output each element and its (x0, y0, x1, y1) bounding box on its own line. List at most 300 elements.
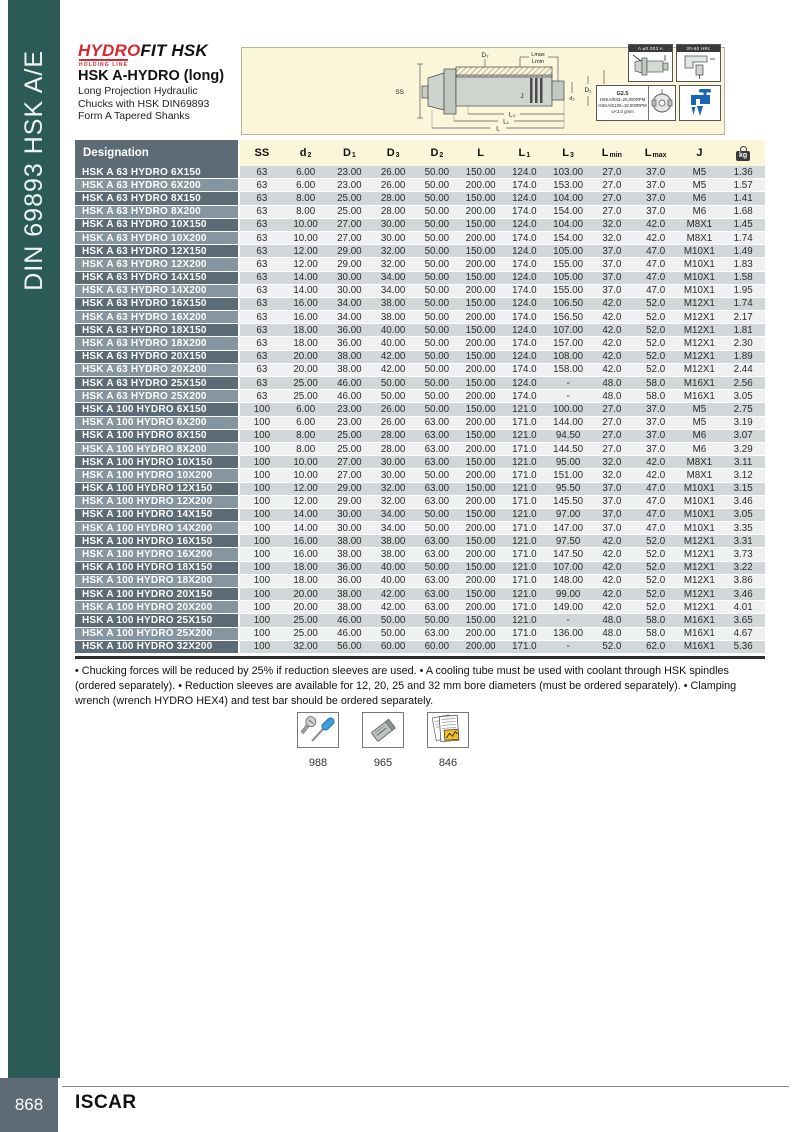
data-cell: 32.00 (284, 641, 328, 654)
data-cell: 12.00 (284, 483, 328, 496)
data-cell: 63 (240, 337, 284, 350)
data-cell: M12X1 (678, 298, 722, 311)
accessory-image-box (362, 712, 404, 748)
data-cell: 42.0 (590, 324, 634, 337)
description-line: Long Projection Hydraulic (78, 85, 198, 97)
column-header: D 3 (386, 147, 400, 159)
data-cell: 47.0 (634, 496, 678, 509)
data-cell: 34.00 (328, 298, 372, 311)
data-cell: 50.00 (415, 311, 459, 324)
data-cell: 100 (240, 456, 284, 469)
data-cell: 36.00 (328, 562, 372, 575)
data-cell: 174.0 (503, 285, 547, 298)
data-cell: 105.00 (546, 245, 590, 258)
data-cell: 40.00 (371, 337, 415, 350)
data-cell: 144.00 (546, 417, 590, 430)
accessory-image-box (427, 712, 469, 748)
data-cell: 100 (240, 522, 284, 535)
data-cell: 37.0 (634, 403, 678, 416)
data-cell: 50.00 (415, 469, 459, 482)
data-cell: 18.00 (284, 562, 328, 575)
designation-cell: HSK A 100 HYDRO 18X150 (75, 562, 240, 575)
data-cell: M10X1 (678, 285, 722, 298)
data-cell: 150.00 (459, 562, 503, 575)
data-cell: 174.0 (503, 311, 547, 324)
data-cell: 14.00 (284, 285, 328, 298)
data-cell: M12X1 (678, 601, 722, 614)
data-cell: 26.00 (371, 403, 415, 416)
data-cell: 200.00 (459, 496, 503, 509)
data-cell: 52.0 (634, 562, 678, 575)
data-cell: 100 (240, 403, 284, 416)
data-cell: M5 (678, 403, 722, 416)
data-cell: 121.0 (503, 430, 547, 443)
data-cell: 171.0 (503, 469, 547, 482)
data-cell: M10X1 (678, 496, 722, 509)
runout-chuck-icon (629, 52, 672, 81)
data-cell: 23.00 (328, 179, 372, 192)
designation-cell: HSK A 63 HYDRO 14X200 (75, 285, 240, 298)
data-cell: 147.50 (546, 548, 590, 561)
page-number-box (0, 1078, 58, 1132)
data-cell: 25.00 (328, 443, 372, 456)
data-cell: 27.0 (590, 417, 634, 430)
data-cell: - (546, 390, 590, 403)
designation-cell: HSK A 100 HYDRO 32X200 (75, 641, 240, 654)
table-row (75, 575, 765, 588)
data-cell: 38.00 (371, 535, 415, 548)
table-row (75, 272, 765, 285)
data-cell: 38.00 (371, 298, 415, 311)
data-cell: 150.00 (459, 535, 503, 548)
table-row (75, 509, 765, 522)
data-cell: 42.0 (590, 364, 634, 377)
designation-cell: HSK A 63 HYDRO 16X200 (75, 311, 240, 324)
data-cell: 3.07 (721, 430, 765, 443)
table-row (75, 311, 765, 324)
table-row (75, 245, 765, 258)
data-cell: 50.00 (371, 628, 415, 641)
table-row (75, 430, 765, 443)
data-cell: M16X1 (678, 641, 722, 654)
designation-cell: HSK A 100 HYDRO 16X200 (75, 548, 240, 561)
data-cell: 1.74 (721, 232, 765, 245)
data-cell: 37.0 (590, 272, 634, 285)
data-cell: 48.0 (590, 390, 634, 403)
data-cell: 3.65 (721, 614, 765, 627)
data-cell: 12.00 (284, 496, 328, 509)
data-cell: M16X1 (678, 614, 722, 627)
data-cell: 29.00 (328, 258, 372, 271)
data-cell: 124.0 (503, 377, 547, 390)
svg-text:L: L (496, 125, 500, 133)
data-cell: 50.00 (415, 245, 459, 258)
data-cell: 1.68 (721, 206, 765, 219)
data-cell: 10.00 (284, 219, 328, 232)
designation-cell: HSK A 100 HYDRO 14X200 (75, 522, 240, 535)
data-cell: 154.00 (546, 206, 590, 219)
data-cell: M5 (678, 417, 722, 430)
data-cell: 10.00 (284, 456, 328, 469)
data-cell: M12X1 (678, 324, 722, 337)
designation-cell: HSK A 100 HYDRO 10X150 (75, 456, 240, 469)
designation-cell: HSK A 63 HYDRO 18X200 (75, 337, 240, 350)
data-cell: 100.00 (546, 403, 590, 416)
data-cell: M10X1 (678, 258, 722, 271)
data-cell: 1.45 (721, 219, 765, 232)
weight-kg-icon: kg (736, 151, 750, 161)
data-cell: 4.67 (721, 628, 765, 641)
data-cell: 38.00 (371, 311, 415, 324)
data-cell: 63.00 (415, 483, 459, 496)
data-cell: 50.00 (415, 272, 459, 285)
reduction-sleeve-icon (363, 713, 403, 747)
table-row (75, 535, 765, 548)
designation-cell: HSK A 100 HYDRO 25X150 (75, 614, 240, 627)
designation-cell: HSK A 63 HYDRO 25X200 (75, 390, 240, 403)
footnotes (75, 664, 767, 710)
data-cell: 29.00 (328, 245, 372, 258)
data-cell: 100 (240, 601, 284, 614)
designation-cell: HSK A 63 HYDRO 6X150 (75, 166, 240, 179)
data-cell: 1.58 (721, 272, 765, 285)
data-cell: 50.00 (415, 179, 459, 192)
data-cell: 200.00 (459, 390, 503, 403)
data-cell: M12X1 (678, 311, 722, 324)
balance-grade: G2.5 (616, 90, 629, 97)
data-cell: 3.19 (721, 417, 765, 430)
data-cell: 36.00 (328, 337, 372, 350)
data-cell: 42.0 (634, 469, 678, 482)
data-cell: 2.56 (721, 377, 765, 390)
data-cell: 52.0 (634, 337, 678, 350)
data-cell: 63 (240, 390, 284, 403)
data-cell: 37.0 (590, 258, 634, 271)
coolant-badge (679, 85, 721, 121)
data-cell: 121.0 (503, 588, 547, 601)
table-row (75, 285, 765, 298)
data-cell: 42.0 (590, 575, 634, 588)
data-cell: 136.00 (546, 628, 590, 641)
data-cell: 2.17 (721, 311, 765, 324)
accessory-item (427, 712, 469, 769)
data-cell: 29.00 (328, 483, 372, 496)
data-cell: 38.00 (371, 548, 415, 561)
data-cell: 63 (240, 232, 284, 245)
data-cell: M8X1 (678, 232, 722, 245)
accessory-page-number: 846 (438, 757, 458, 769)
data-cell: 1.36 (721, 166, 765, 179)
data-cell: 200.00 (459, 258, 503, 271)
data-cell: 150.00 (459, 166, 503, 179)
data-cell: 155.00 (546, 285, 590, 298)
data-cell: 50.00 (415, 337, 459, 350)
data-cell: 200.00 (459, 522, 503, 535)
data-cell: 150.00 (459, 403, 503, 416)
data-cell: 108.00 (546, 351, 590, 364)
data-cell: 8.00 (284, 443, 328, 456)
table-row (75, 403, 765, 416)
data-cell: 63.00 (415, 496, 459, 509)
table-row (75, 377, 765, 390)
table-body (75, 166, 765, 654)
data-cell: 63.00 (415, 628, 459, 641)
data-cell: 156.50 (546, 311, 590, 324)
data-cell: 12.00 (284, 258, 328, 271)
data-cell: 100 (240, 496, 284, 509)
data-cell: 50.00 (415, 166, 459, 179)
designation-cell: HSK A 100 HYDRO 12X200 (75, 496, 240, 509)
data-cell: 28.00 (371, 443, 415, 456)
data-cell: 1.83 (721, 258, 765, 271)
data-cell: 150.00 (459, 430, 503, 443)
data-cell: 149.00 (546, 601, 590, 614)
data-cell: 50.00 (415, 324, 459, 337)
data-cell: M12X1 (678, 588, 722, 601)
data-cell: 3.05 (721, 509, 765, 522)
data-cell: 37.0 (590, 522, 634, 535)
data-cell: 50.00 (415, 219, 459, 232)
data-cell: 100 (240, 641, 284, 654)
data-cell: 50.00 (415, 403, 459, 416)
data-cell: 4.01 (721, 601, 765, 614)
designation-cell: HSK A 100 HYDRO 8X150 (75, 430, 240, 443)
data-cell: 150.00 (459, 245, 503, 258)
data-cell: 26.00 (371, 417, 415, 430)
footnote: • Reduction sleeves are available for 12, 20, 25 and 32 mm bore diameters (must be ordered separately). • Clamping wrench (wrench HYDRO HEX4) and test bar should be ordered separately. (75, 680, 737, 708)
data-cell: 42.0 (590, 311, 634, 324)
logo-tagline: HOLDING LINE (79, 59, 128, 68)
data-cell: 47.0 (634, 245, 678, 258)
data-cell: M16X1 (678, 377, 722, 390)
data-cell: 27.0 (590, 179, 634, 192)
accessory-item (297, 712, 339, 769)
data-cell: 1.74 (721, 298, 765, 311)
data-cell: 150.00 (459, 483, 503, 496)
table-row (75, 417, 765, 430)
data-cell: 8.00 (284, 206, 328, 219)
data-cell: 12.00 (284, 245, 328, 258)
data-cell: 34.00 (371, 272, 415, 285)
data-cell: 100 (240, 417, 284, 430)
data-cell: 58.0 (634, 614, 678, 627)
data-cell: 3.22 (721, 562, 765, 575)
data-cell: M10X1 (678, 483, 722, 496)
data-cell: 121.0 (503, 483, 547, 496)
table-row (75, 614, 765, 627)
designation-cell: HSK A 63 HYDRO 6X200 (75, 179, 240, 192)
data-cell: 121.0 (503, 614, 547, 627)
svg-text:J: J (520, 93, 524, 100)
data-cell: 174.0 (503, 258, 547, 271)
data-cell: 10.00 (284, 232, 328, 245)
data-cell: 63 (240, 285, 284, 298)
data-cell: 171.0 (503, 417, 547, 430)
data-cell: 63.00 (415, 417, 459, 430)
product-title: HSK A-HYDRO (long) (78, 68, 225, 84)
data-cell: 42.0 (590, 548, 634, 561)
sidebar-label-wrap (8, 34, 60, 306)
designation-cell: HSK A 63 HYDRO 8X150 (75, 192, 240, 205)
data-cell: 50.00 (415, 351, 459, 364)
table-row (75, 219, 765, 232)
data-cell: 3.46 (721, 496, 765, 509)
data-cell: 37.0 (634, 179, 678, 192)
data-cell: 3.73 (721, 548, 765, 561)
designation-cell: HSK A 63 HYDRO 20X150 (75, 351, 240, 364)
data-cell: 1.89 (721, 351, 765, 364)
column-header: d 2 (299, 147, 312, 159)
data-cell: 63 (240, 272, 284, 285)
data-cell: 27.00 (328, 456, 372, 469)
data-cell: M5 (678, 179, 722, 192)
data-cell: 121.0 (503, 456, 547, 469)
data-cell: 155.00 (546, 258, 590, 271)
data-cell: 124.0 (503, 166, 547, 179)
data-cell: 95.50 (546, 483, 590, 496)
data-cell: 200.00 (459, 443, 503, 456)
data-cell: 42.0 (590, 337, 634, 350)
data-cell: 50.00 (415, 258, 459, 271)
data-cell: 1.41 (721, 192, 765, 205)
data-cell: 18.00 (284, 337, 328, 350)
data-cell: 28.00 (371, 206, 415, 219)
data-cell: 37.0 (634, 443, 678, 456)
data-cell: 3.31 (721, 535, 765, 548)
data-cell: 42.0 (590, 351, 634, 364)
data-cell: 42.00 (371, 588, 415, 601)
data-cell: 27.0 (590, 192, 634, 205)
data-cell: 38.00 (328, 535, 372, 548)
data-cell: 200.00 (459, 206, 503, 219)
data-cell: 171.0 (503, 496, 547, 509)
data-cell: 200.00 (459, 641, 503, 654)
data-cell: M5 (678, 166, 722, 179)
data-cell: 37.0 (634, 166, 678, 179)
data-cell: 150.00 (459, 456, 503, 469)
data-cell: M12X1 (678, 548, 722, 561)
data-cell: 171.0 (503, 548, 547, 561)
data-cell: 63 (240, 192, 284, 205)
data-cell: 42.0 (590, 535, 634, 548)
data-cell: 2.30 (721, 337, 765, 350)
data-cell: 3.86 (721, 575, 765, 588)
data-cell: 106.50 (546, 298, 590, 311)
data-cell: 94.50 (546, 430, 590, 443)
data-cell: 25.00 (284, 390, 328, 403)
designation-cell: HSK A 63 HYDRO 8X200 (75, 206, 240, 219)
data-cell: 107.00 (546, 562, 590, 575)
data-cell: 200.00 (459, 601, 503, 614)
spec-badges (596, 44, 721, 121)
designation-cell: HSK A 100 HYDRO 6X200 (75, 417, 240, 430)
data-cell: 36.00 (328, 575, 372, 588)
column-header: D 2 (430, 147, 444, 159)
data-cell: 50.00 (415, 509, 459, 522)
designation-cell: HSK A 100 HYDRO 14X150 (75, 509, 240, 522)
table-row (75, 469, 765, 482)
data-cell: 50.00 (415, 614, 459, 627)
data-cell: 50.00 (415, 377, 459, 390)
data-cell: M6 (678, 192, 722, 205)
data-cell: 1.57 (721, 179, 765, 192)
designation-cell: HSK A 63 HYDRO 12X150 (75, 245, 240, 258)
data-cell: 200.00 (459, 179, 503, 192)
designation-cell: HSK A 63 HYDRO 10X200 (75, 232, 240, 245)
table-row (75, 443, 765, 456)
data-cell: 25.00 (284, 614, 328, 627)
data-cell: 100 (240, 443, 284, 456)
column-header: J (696, 147, 703, 159)
data-cell: 200.00 (459, 364, 503, 377)
table-row (75, 298, 765, 311)
table-row (75, 522, 765, 535)
data-cell: 48.0 (590, 628, 634, 641)
data-cell: 32.0 (590, 232, 634, 245)
data-cell: 62.0 (634, 641, 678, 654)
balance-icon (649, 86, 675, 120)
data-cell: 52.0 (634, 298, 678, 311)
data-cell: 27.0 (590, 430, 634, 443)
designation-cell: HSK A 100 HYDRO 6X150 (75, 403, 240, 416)
data-cell: 37.0 (590, 496, 634, 509)
data-cell: 32.00 (371, 483, 415, 496)
hardness-spec: 30-60 HRc (677, 45, 720, 52)
data-cell: 48.0 (590, 614, 634, 627)
table-row (75, 562, 765, 575)
data-cell: 121.0 (503, 403, 547, 416)
data-cell: 174.0 (503, 206, 547, 219)
data-cell: 145.50 (546, 496, 590, 509)
data-cell: 150.00 (459, 614, 503, 627)
data-cell: 47.0 (634, 522, 678, 535)
data-cell: 25.00 (284, 628, 328, 641)
data-cell: 18.00 (284, 575, 328, 588)
data-cell: 60.00 (415, 641, 459, 654)
data-cell: 42.0 (590, 601, 634, 614)
data-cell: 50.00 (415, 232, 459, 245)
table-header-columns (240, 140, 765, 166)
data-cell: 6.00 (284, 179, 328, 192)
data-cell: M6 (678, 443, 722, 456)
data-cell: 37.0 (590, 509, 634, 522)
data-cell: 30.00 (371, 469, 415, 482)
table-row (75, 324, 765, 337)
data-cell: 150.00 (459, 588, 503, 601)
product-description (78, 85, 209, 123)
data-cell: 63.00 (415, 535, 459, 548)
runout-badge (628, 44, 673, 82)
data-cell: 150.00 (459, 509, 503, 522)
data-cell: 63 (240, 377, 284, 390)
data-cell: 171.0 (503, 522, 547, 535)
data-cell: 42.00 (371, 364, 415, 377)
data-cell: 124.0 (503, 192, 547, 205)
data-cell: 38.00 (328, 364, 372, 377)
data-cell: 200.00 (459, 311, 503, 324)
data-cell: 16.00 (284, 535, 328, 548)
data-cell: 107.00 (546, 324, 590, 337)
data-cell: 27.00 (328, 219, 372, 232)
accessory-item (362, 712, 404, 769)
data-cell: 200.00 (459, 628, 503, 641)
svg-text:Lmax: Lmax (531, 52, 545, 58)
footer-rule (62, 1086, 789, 1087)
data-cell: 60.00 (371, 641, 415, 654)
data-cell: 95.00 (546, 456, 590, 469)
sidebar-band (8, 0, 60, 1078)
data-cell: - (546, 614, 590, 627)
